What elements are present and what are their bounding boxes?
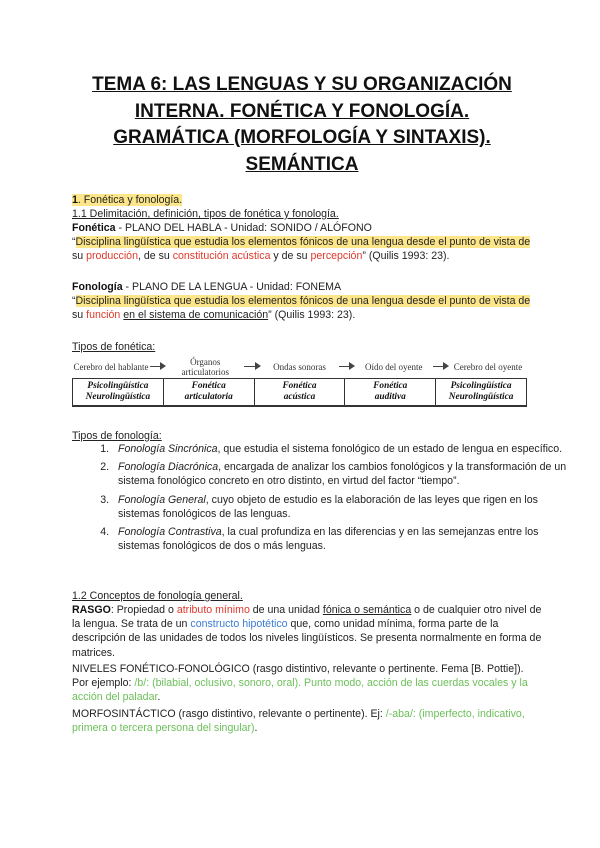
rasgo-paragraph: RASGO: Propiedad o atributo mínimo de una unidad fónica o semántica o de cualquier otro nivel de la lengua. Se trata de un constructo hipotético que, como unidad mínima, forma parte de la descripción de las unidades de todos los niveles lingüísticos. Se presenta normalmente en forma de matrices.	[72, 604, 542, 659]
discipline-cell: Fonética articulatoria	[164, 379, 255, 405]
term-constructo: constructo hipotético	[190, 618, 288, 631]
discipline-cell: Psicolingüística Neurolingüística	[73, 379, 164, 405]
tipos-fonologia-heading: Tipos de fonología:	[72, 430, 162, 442]
title-line: INTERNA. FONÉTICA Y FONOLOGÍA.	[134, 100, 470, 122]
discipline-cell: Fonética auditiva	[345, 379, 436, 405]
fonologia-definition: Fonología - PLANO DE LA LENGUA - Unidad: FONEMA “Disciplina lingüística que estudia los elementos fónicos de una lengua desde el punto de vista de su función en el sistema de comunicación” (Quilis 1993: 23).	[72, 281, 531, 322]
morfosintactico-paragraph: MORFOSINTÁCTICO (rasgo distintivo, relevante o pertinente). Ej: /-aba/: (imperfecto, indicativo, primera o tercera persona del singular).	[72, 708, 525, 735]
arrow-right-icon	[339, 362, 355, 372]
arrow-right-icon	[150, 362, 166, 372]
document-title	[72, 72, 532, 178]
niveles-paragraph: NIVELES FONÉTICO-FONOLÓGICO (rasgo distintivo, relevante o pertinente. Fema [B. Pottie]). Por ejemplo: /b/: (bilabial, oclusivo, sonoro, oral). Punto modo, acción de las cuerdas vocales y la acción del paladar.	[72, 663, 528, 704]
fonetica-label: Fonética	[72, 222, 116, 234]
rasgo-label: RASGO	[72, 604, 111, 616]
fonologia-label: Fonología	[72, 281, 123, 293]
tipos-fonetica-heading: Tipos de fonética:	[72, 341, 156, 353]
flow-step: Cerebro del oyente	[453, 362, 523, 372]
section-title: . Fonética y fonología.	[77, 194, 183, 206]
discipline-cell: Fonética acústica	[255, 379, 346, 405]
discipline-cell: Psicolingüística Neurolingüística	[436, 379, 527, 405]
flow-step: Órganos articulatorios	[181, 357, 229, 377]
arrow-right-icon	[244, 362, 260, 372]
term-fonica: fónica o semántica	[322, 604, 412, 616]
term-funcion: función	[86, 309, 121, 322]
title-line: TEMA 6: LAS LENGUAS Y SU ORGANIZACIÓN	[92, 74, 512, 95]
section-heading	[72, 193, 542, 207]
example-aba: /-aba/: (imperfecto, indicativo, primera o tercera persona del singular)	[72, 708, 525, 735]
fonetica-quote: Disciplina lingüística que estudia los elementos fónicos de una lengua desde el punto de vista de	[75, 236, 531, 249]
list-item: 3. Fonología General, cuyo objeto de estudio es la elaboración de las leyes que rigen en los sistemas fonológicos de las lenguas.	[112, 493, 572, 521]
title-line: SEMÁNTICA	[245, 153, 359, 175]
term-atributo: atributo mínimo	[176, 604, 250, 616]
term-produccion: producción	[86, 250, 138, 263]
term-percepcion: percepción	[310, 250, 363, 263]
tipos-fonologia-list	[72, 442, 572, 557]
flow-step: Cerebro del hablante	[73, 362, 149, 372]
list-item: 2. Fonología Diacrónica, encargada de analizar los cambios fonológicos y la transformación de un sistema fonológico concreto en otro distinto, en virtud del factor “tiempo”.	[112, 460, 572, 488]
list-item: 1. Fonología Sincrónica, que estudia el sistema fonológico de un estado de lengua en específico.	[112, 442, 572, 456]
flow-step: Oído del oyente	[365, 362, 423, 372]
communication-flow	[72, 356, 527, 378]
term-sistema: en el sistema de comunicación	[123, 309, 269, 322]
list-item: 4. Fonología Contrastiva, la cual profundiza en las diferencias y en las semejanzas entre los sistemas fonológicos de dos o más lenguas.	[112, 525, 572, 553]
discipline-row	[72, 378, 527, 407]
conceptos-heading: 1.2 Conceptos de fonología general.	[72, 590, 243, 602]
example-b: /b/: (bilabial, oclusivo, sonoro, oral). Punto modo, acción de las cuerdas vocales y la acción del paladar	[72, 677, 528, 704]
flow-step: Ondas sonoras	[273, 362, 326, 372]
term-constitucion: constitución acústica	[172, 250, 271, 263]
fonetica-definition: Fonética - PLANO DEL HABLA - Unidad: SONIDO / ALÓFONO “Disciplina lingüística que estudia los elementos fónicos de una lengua desde el punto de vista de su producción, de su constitución acústica y de su percepción” (Quilis 1993: 23).	[72, 222, 531, 263]
subsection-heading: 1.1 Delimitación, definición, tipos de fonética y fonología.	[72, 208, 339, 220]
fonetica-diagram	[72, 356, 527, 407]
arrow-right-icon	[433, 362, 449, 372]
title-line: GRAMÁTICA (MORFOLOGÍA Y SINTAXIS).	[113, 127, 491, 148]
section-number: 1	[72, 194, 78, 206]
fonologia-quote: Disciplina lingüística que estudia los elementos fónicos de una lengua desde el punto de vista de	[75, 295, 531, 308]
